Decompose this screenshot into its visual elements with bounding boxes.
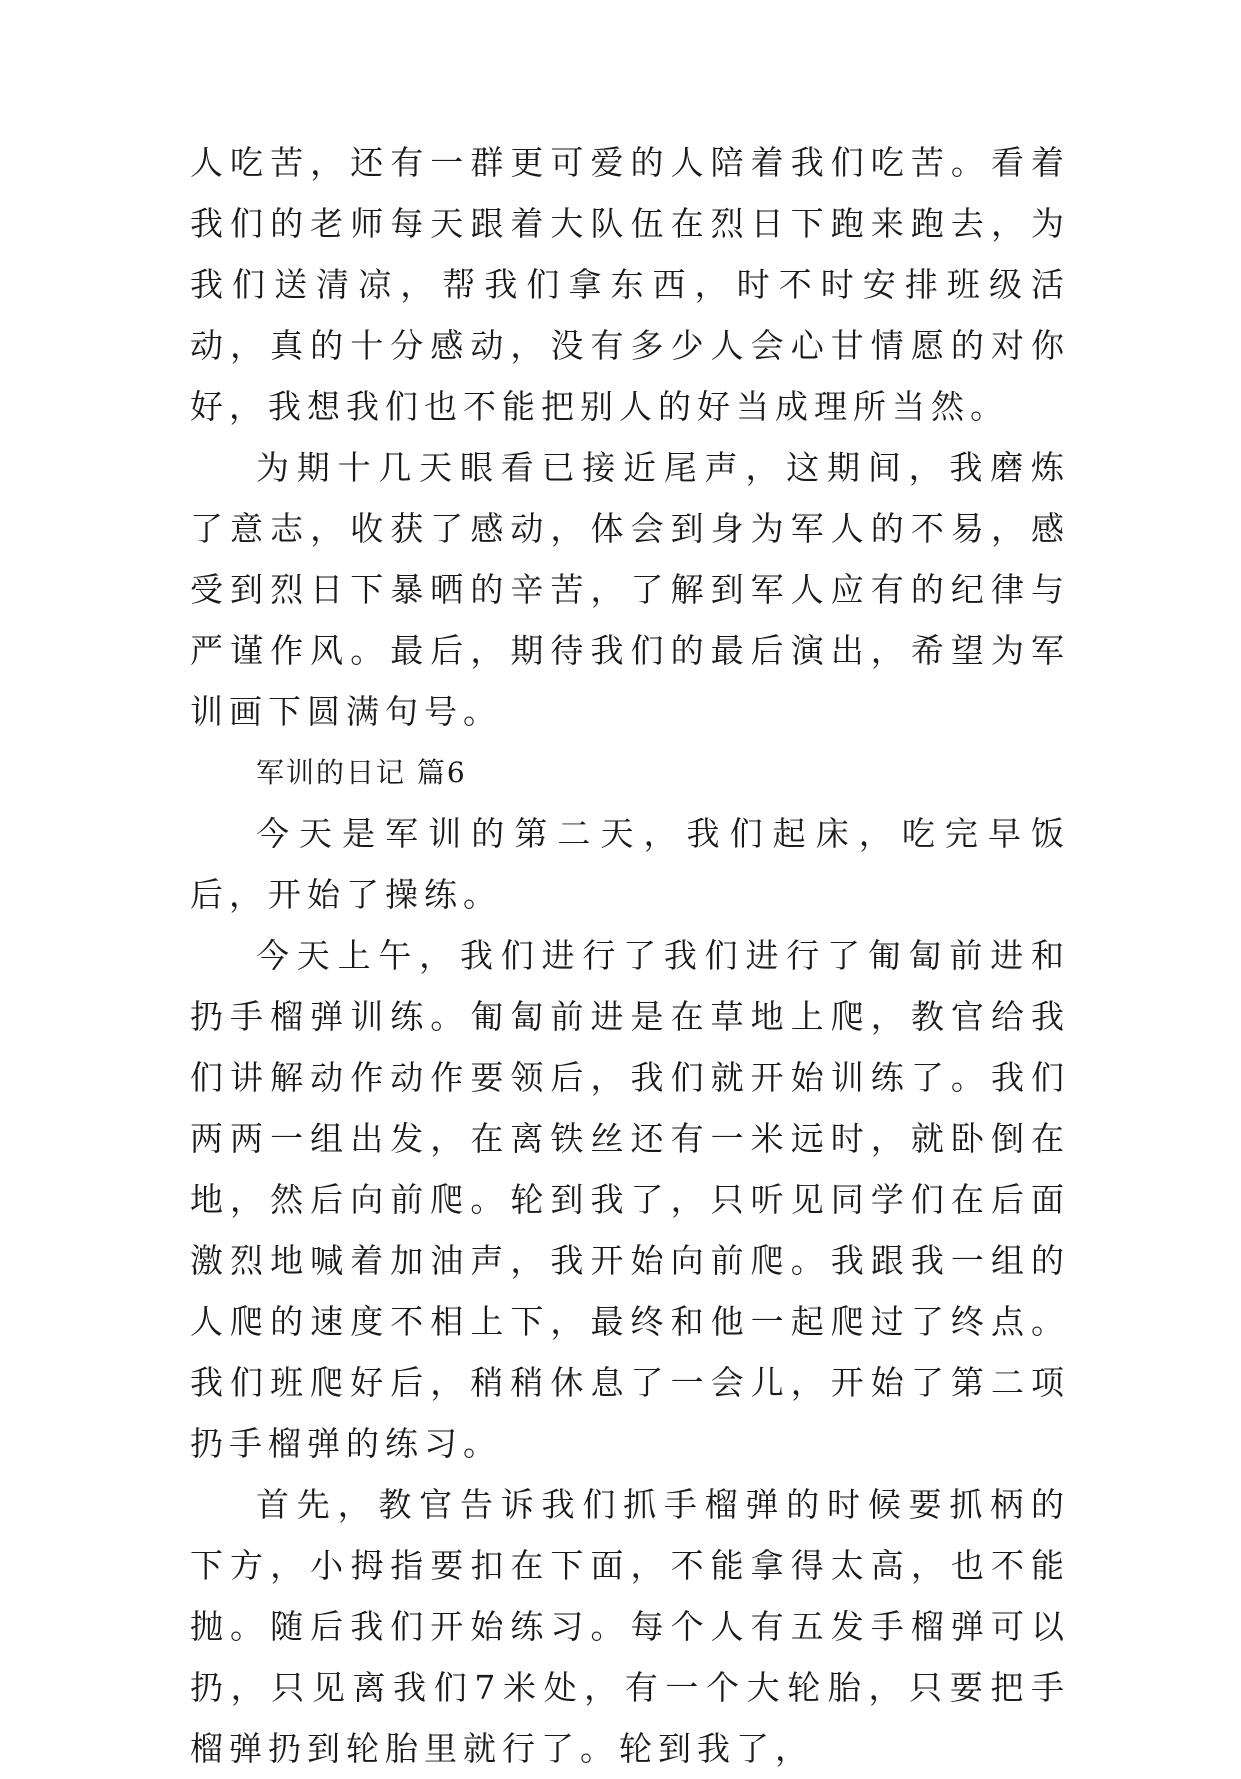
paragraph-continued: 人吃苦，还有一群更可爱的人陪着我们吃苦。看着我们的老师每天跟着大队伍在烈日下跑来跑去，为我们送清凉，帮我们拿东西，时不时安排班级活动，真的十分感动，没有多少人会心甘情愿的对你好，我想我们也不能把别人的好当成理所当然。 <box>190 143 1070 426</box>
paragraph-day-two: 今天是军训的第二天，我们起床，吃完早饭后，开始了操练。 <box>190 814 1070 914</box>
section-heading: 军训的日记 篇6 <box>256 756 467 789</box>
document-body <box>190 132 1070 1779</box>
paragraph-grenade-practice: 首先，教官告诉我们抓手榴弹的时候要抓柄的下方，小拇指要扣在下面，不能拿得太高，也不能抛。随后我们开始练习。每个人有五发手榴弹可以扔，只见离我们7米处，有一个大轮胎，只要把手榴弹扔到轮胎里就行了。轮到我了， <box>190 1485 1070 1768</box>
paragraph-summary: 为期十几天眼看已接近尾声，这期间，我磨炼了意志，收获了感动，体会到身为军人的不易，感受到烈日下暴晒的辛苦，了解到军人应有的纪律与严谨作风。最后，期待我们的最后演出，希望为军训画下圆满句号。 <box>190 448 1070 731</box>
paragraph-morning-training: 今天上午，我们进行了我们进行了匍匐前进和扔手榴弹训练。匍匐前进是在草地上爬，教官给我们讲解动作动作要领后，我们就开始训练了。我们两两一组出发，在离铁丝还有一米远时，就卧倒在地，然后向前爬。轮到我了，只听见同学们在后面激烈地喊着加油声，我开始向前爬。我跟我一组的人爬的速度不相上下，最终和他一起爬过了终点。我们班爬好后，稍稍休息了一会儿，开始了第二项扔手榴弹的练习。 <box>190 936 1070 1463</box>
